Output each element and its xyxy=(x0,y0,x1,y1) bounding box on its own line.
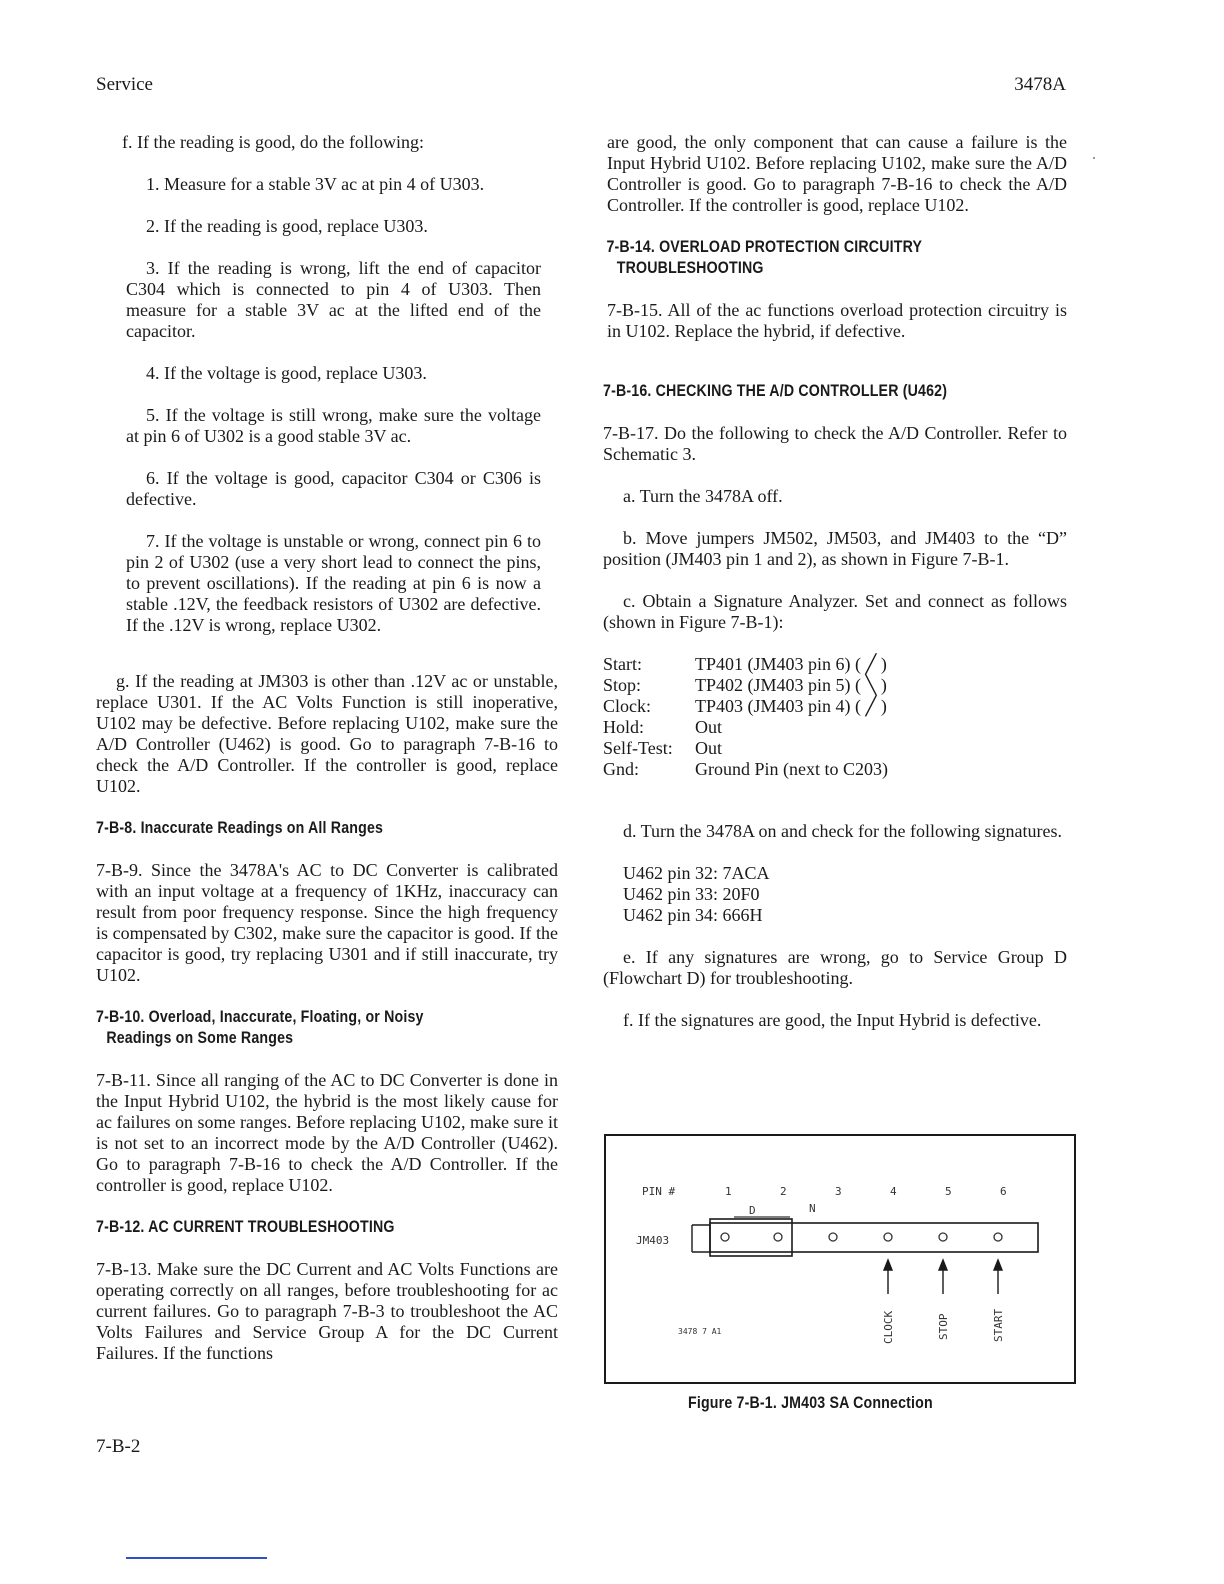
jumper-body xyxy=(710,1223,1038,1252)
setting-gnd xyxy=(603,759,1067,780)
pin-number: 3 xyxy=(835,1185,842,1198)
step-e: e. If any signatures are wrong, go to Service Group D (Flowchart D) for troubleshooting. xyxy=(603,947,1067,988)
left-column xyxy=(96,132,558,1364)
step-4: 4. If the voltage is good, replace U303. xyxy=(146,363,427,383)
figure-code: 3478 7 A1 xyxy=(678,1327,722,1336)
item-g: g. If the reading at JM303 is other than .12V ac or unstable, replace U301. If the AC Volts Function is still inoperative, U102 may be defective. Before replacing U102, make sure the A/D Controller (U462) is good. Go to paragraph 7-B-16 to check the A/D Controller. If the controller is good, replace U102. xyxy=(96,671,558,796)
step-c: c. Obtain a Signature Analyzer. Set and connect as follows (shown in Figure 7-B-1): xyxy=(603,591,1067,632)
setting-value: Ground Pin (next to C203) xyxy=(695,759,888,779)
setting-key: Clock: xyxy=(603,696,651,716)
pin-header-label: PIN # xyxy=(642,1185,676,1198)
pin-hole xyxy=(884,1233,892,1241)
position-d-label: D xyxy=(749,1204,756,1217)
setting-self-test xyxy=(603,738,1067,759)
setting-value: Out xyxy=(695,738,722,758)
setting-value: TP401 (JM403 pin 6) ( ╱ ) xyxy=(695,654,887,674)
heading-7-b-8: 7-B-8. Inaccurate Readings on All Ranges xyxy=(96,819,384,837)
step-a: a. Turn the 3478A off. xyxy=(623,486,783,506)
pin-number: 4 xyxy=(890,1185,897,1198)
stop-arrow-head xyxy=(939,1260,947,1270)
item-f: f. If the reading is good, do the following: xyxy=(122,132,424,152)
signature-line: U462 pin 32: 7ACA xyxy=(623,863,770,883)
running-header-right: 3478A xyxy=(1014,74,1066,95)
stop-label: STOP xyxy=(937,1313,950,1340)
pin-hole xyxy=(774,1233,782,1241)
pin-number: 1 xyxy=(725,1185,732,1198)
pin-number: 2 xyxy=(780,1185,787,1198)
step-7: 7. If the voltage is unstable or wrong, connect pin 6 to pin 2 of U302 (use a very short lead to connect the pins, to prevent oscillations). If the reading at pin 6 is now a stable .12V, the feedback resistors of U302 are defective. If the .12V is wrong, replace U302. xyxy=(126,531,541,635)
step-1: 1. Measure for a stable 3V ac at pin 4 of U303. xyxy=(146,174,485,194)
analyzer-settings xyxy=(603,654,1067,780)
paragraph-continued: are good, the only component that can cause a failure is the Input Hybrid U102. Before replacing U102, make sure the A/D Controller is good. Go to paragraph 7-B-16 to check the A/D Controller. If the controller is good, replace U102. xyxy=(607,132,1067,215)
jumper-shunt xyxy=(710,1219,792,1256)
setting-key: Start: xyxy=(603,654,642,674)
step-5: 5. If the voltage is still wrong, make sure the voltage at pin 6 of U302 is a good stable 3V ac. xyxy=(126,405,541,446)
page-number: 7-B-2 xyxy=(96,1436,141,1457)
pin-hole xyxy=(994,1233,1002,1241)
heading-7-b-14 xyxy=(603,237,1002,279)
figure-caption: Figure 7-B-1. JM403 SA Connection xyxy=(688,1394,933,1412)
heading-7-b-14-line-1: 7-B-14. OVERLOAD PROTECTION CIRCUITRY xyxy=(606,238,923,256)
pin-number: 6 xyxy=(1000,1185,1007,1198)
clock-arrow-head xyxy=(884,1260,892,1270)
setting-key: Stop: xyxy=(603,675,642,695)
step-b: b. Move jumpers JM502, JM503, and JM403 to the “D” position (JM403 pin 1 and 2), as shown in Figure 7-B-1. xyxy=(603,528,1067,569)
pin-hole xyxy=(939,1233,947,1241)
signature-line: U462 pin 34: 666H xyxy=(623,905,763,925)
setting-value: TP403 (JM403 pin 4) ( ╱ ) xyxy=(695,696,887,716)
setting-clock xyxy=(603,696,1067,717)
paragraph-7-b-15: 7-B-15. All of the ac functions overload protection circuitry is in U102. Replace the hybrid, if defective. xyxy=(607,300,1067,341)
setting-hold xyxy=(603,717,1067,738)
figure-jm403 xyxy=(604,1134,1076,1384)
setting-value: Out xyxy=(695,717,722,737)
step-d: d. Turn the 3478A on and check for the following signatures. xyxy=(623,821,1062,841)
step-6: 6. If the voltage is good, capacitor C304 or C306 is defective. xyxy=(126,468,541,509)
jm403-diagram xyxy=(606,1136,1074,1382)
setting-key: Self-Test: xyxy=(603,738,673,758)
jumper-label: JM403 xyxy=(636,1234,670,1247)
scan-edge-line xyxy=(126,1557,267,1559)
pin-number: 5 xyxy=(945,1185,952,1198)
right-column xyxy=(603,132,1067,1031)
heading-7-b-12: 7-B-12. AC CURRENT TROUBLESHOOTING xyxy=(96,1218,395,1236)
setting-key: Hold: xyxy=(603,717,645,737)
setting-value: TP402 (JM403 pin 5) ( ╲ ) xyxy=(695,675,887,695)
heading-7-b-10-line-2: Readings on Some Ranges xyxy=(106,1029,294,1047)
paragraph-7-b-13: 7-B-13. Make sure the DC Current and AC Volts Functions are operating correctly on all ranges, before troubleshooting for ac current failures. Go to paragraph 7-B-3 to troubleshoot the AC Volts Failures and Service Group A for the DC Current Failures. If the functions xyxy=(96,1259,558,1363)
scan-speck xyxy=(1093,157,1095,159)
clock-label: CLOCK xyxy=(882,1310,895,1344)
paragraph-7-b-17: 7-B-17. Do the following to check the A/D Controller. Refer to Schematic 3. xyxy=(603,423,1067,464)
setting-start xyxy=(603,654,1067,675)
start-arrow-head xyxy=(994,1260,1002,1270)
setting-key: Gnd: xyxy=(603,759,639,779)
position-n-label: N xyxy=(809,1202,816,1215)
heading-7-b-14-line-2: TROUBLESHOOTING xyxy=(616,259,764,277)
step-f: f. If the signatures are good, the Input Hybrid is defective. xyxy=(623,1010,1042,1030)
step-2: 2. If the reading is good, replace U303. xyxy=(146,216,428,236)
signature-line: U462 pin 33: 20F0 xyxy=(623,884,760,904)
step-3: 3. If the reading is wrong, lift the end of capacitor C304 which is connected to pin 4 of U303. Then measure for a stable 3V ac at the lifted end of the capacitor. xyxy=(126,258,541,341)
setting-stop xyxy=(603,675,1067,696)
signature-list xyxy=(603,863,1067,926)
heading-7-b-16: 7-B-16. CHECKING THE A/D CONTROLLER (U462) xyxy=(603,382,948,400)
heading-7-b-10-line-1: 7-B-10. Overload, Inaccurate, Floating, or Noisy xyxy=(96,1008,424,1026)
pin-hole xyxy=(829,1233,837,1241)
heading-7-b-10 xyxy=(96,1007,493,1049)
paragraph-7-b-9: 7-B-9. Since the 3478A's AC to DC Converter is calibrated with an input voltage at a frequency of 1KHz, inaccuracy can result from poor frequency response. Since the high frequency is compensated by C302, make sure the capacitor is good. If the capacitor is good, try replacing U301 and if still inaccurate, try U102. xyxy=(96,860,558,985)
running-header-left: Service xyxy=(96,74,153,95)
paragraph-7-b-11: 7-B-11. Since all ranging of the AC to DC Converter is done in the Input Hybrid U102, the hybrid is the most likely cause for ac failures on some ranges. Before replacing U102, make sure it is not set to an incorrect mode by the A/D Controller (U462). Go to paragraph 7-B-16 to check the A/D Controller. If the controller is good, replace U102. xyxy=(96,1070,558,1195)
pin-hole xyxy=(721,1233,729,1241)
start-label: START xyxy=(992,1308,1005,1342)
